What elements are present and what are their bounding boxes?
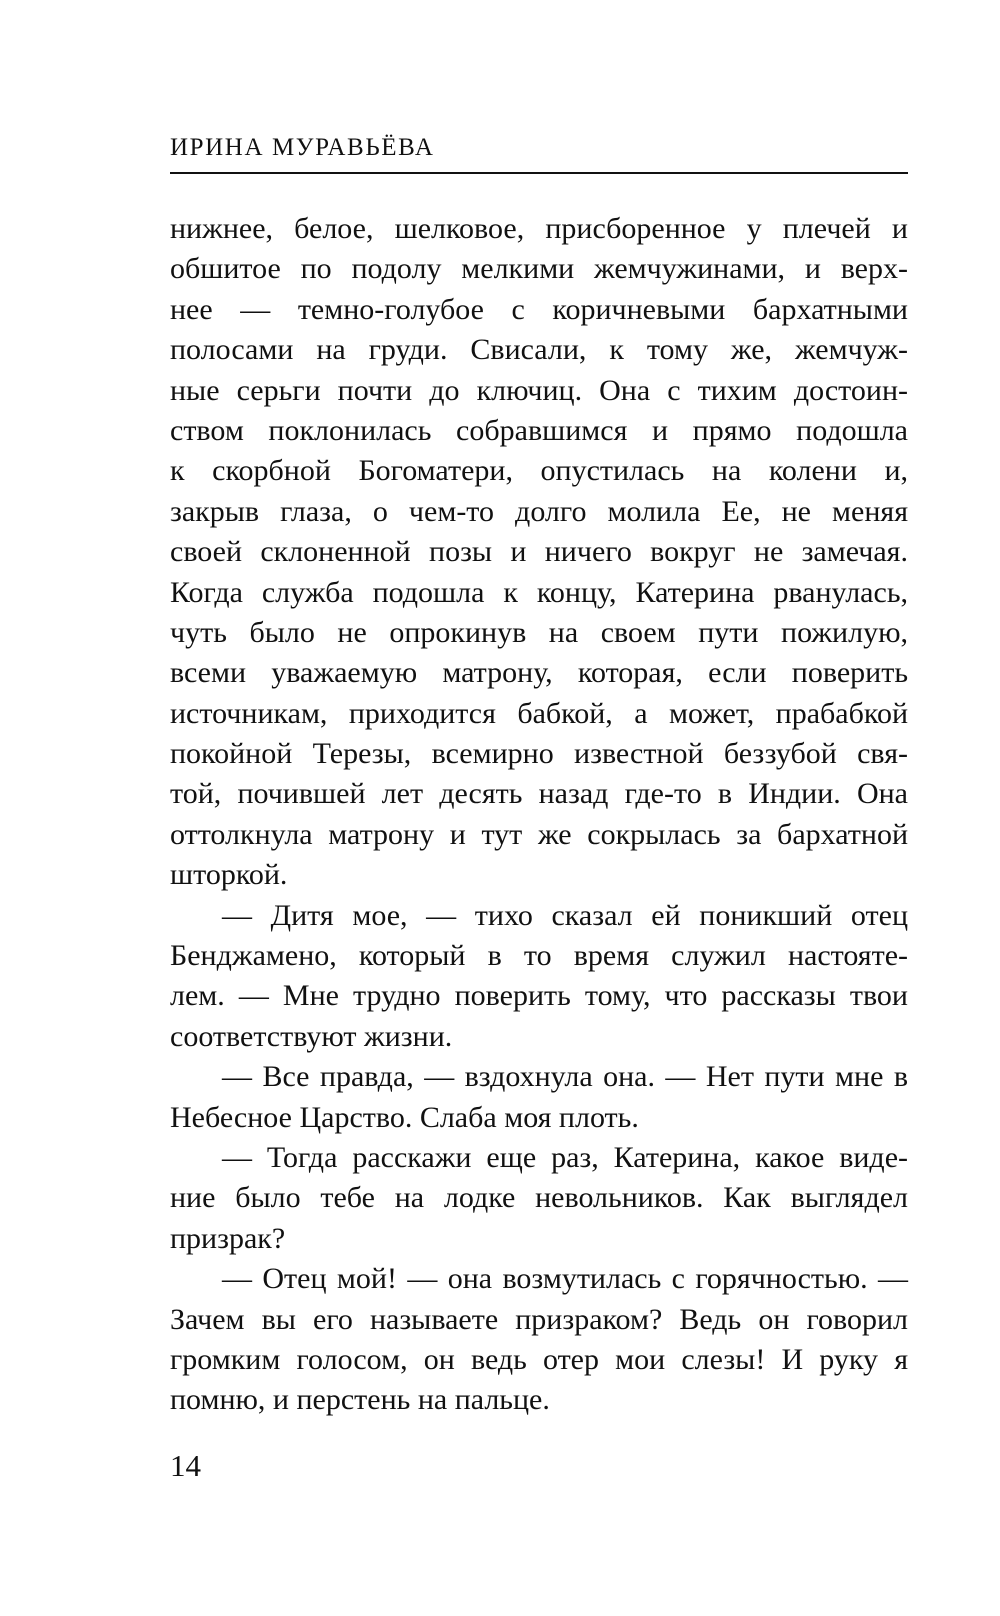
text-line: ние было тебе на лодке невольников. Как выглядел xyxy=(170,1181,908,1215)
text-line: обшитое по подолу мелкими жемчужинами, и верх- xyxy=(170,252,908,286)
text-line: всеми уважаемую матрону, которая, если поверить xyxy=(170,656,908,690)
text-line: — Дитя мое, — тихо сказал ей поникший отец xyxy=(222,898,908,932)
text-line: громким голосом, он ведь отер мои слезы! И руку я xyxy=(170,1342,908,1376)
body-text xyxy=(170,209,908,1421)
text-line: источникам, приходится бабкой, а может, прабабкой xyxy=(170,696,908,730)
text-line: Когда служба подошла к концу, Катерина рванулась, xyxy=(170,575,908,609)
text-line: Небесное Царство. Слаба моя плоть. xyxy=(170,1100,639,1134)
text-line: чуть было не опрокинув на своем пути пожилую, xyxy=(170,615,908,649)
running-head-author: ИРИНА МУРАВЬЁВА xyxy=(170,134,435,161)
text-line: оттолкнула матрону и тут же сокрылась за бархатной xyxy=(170,817,908,851)
page-number: 14 xyxy=(170,1448,201,1483)
text-line: к скорбной Богоматери, опустилась на колени и, xyxy=(170,454,908,488)
text-line: закрыв глаза, о чем-то долго молила Ее, не меняя xyxy=(170,494,908,528)
text-line: — Все правда, — вздохнула она. — Нет пути мне в xyxy=(222,1060,908,1094)
text-line: шторкой. xyxy=(170,858,288,892)
text-line: ные серьги почти до ключиц. Она с тихим достоин- xyxy=(170,373,908,407)
text-line: той, почившей лет десять назад где-то в Индии. Она xyxy=(170,777,908,811)
text-line: нижнее, белое, шелковое, присборенное у плечей и xyxy=(170,212,908,245)
text-line: соответствуют жизни. xyxy=(170,1019,453,1053)
text-line: лем. — Мне трудно поверить тому, что рассказы твои xyxy=(170,979,908,1013)
header-rule xyxy=(170,172,908,174)
text-line: Зачем вы его называете призраком? Ведь он говорил xyxy=(170,1302,908,1336)
text-line: помню, и перстень на пальце. xyxy=(170,1383,550,1417)
text-line: призрак? xyxy=(170,1221,286,1255)
text-line: — Отец мой! — она возмутилась с горячностью. — xyxy=(222,1262,908,1296)
text-line: нее — темно-голубое с коричневыми бархатными xyxy=(170,292,908,326)
text-line: покойной Терезы, всемирно известной беззубой свя- xyxy=(170,737,908,771)
text-line: своей склоненной позы и ничего вокруг не замечая. xyxy=(170,535,908,569)
text-line: — Тогда расскажи еще раз, Катерина, какое виде- xyxy=(222,1140,908,1174)
text-line: полосами на груди. Свисали, к тому же, жемчуж- xyxy=(170,333,908,367)
text-line: ством поклонилась собравшимся и прямо подошла xyxy=(170,413,908,447)
text-line: Бенджамено, который в то время служил настояте- xyxy=(170,939,908,973)
